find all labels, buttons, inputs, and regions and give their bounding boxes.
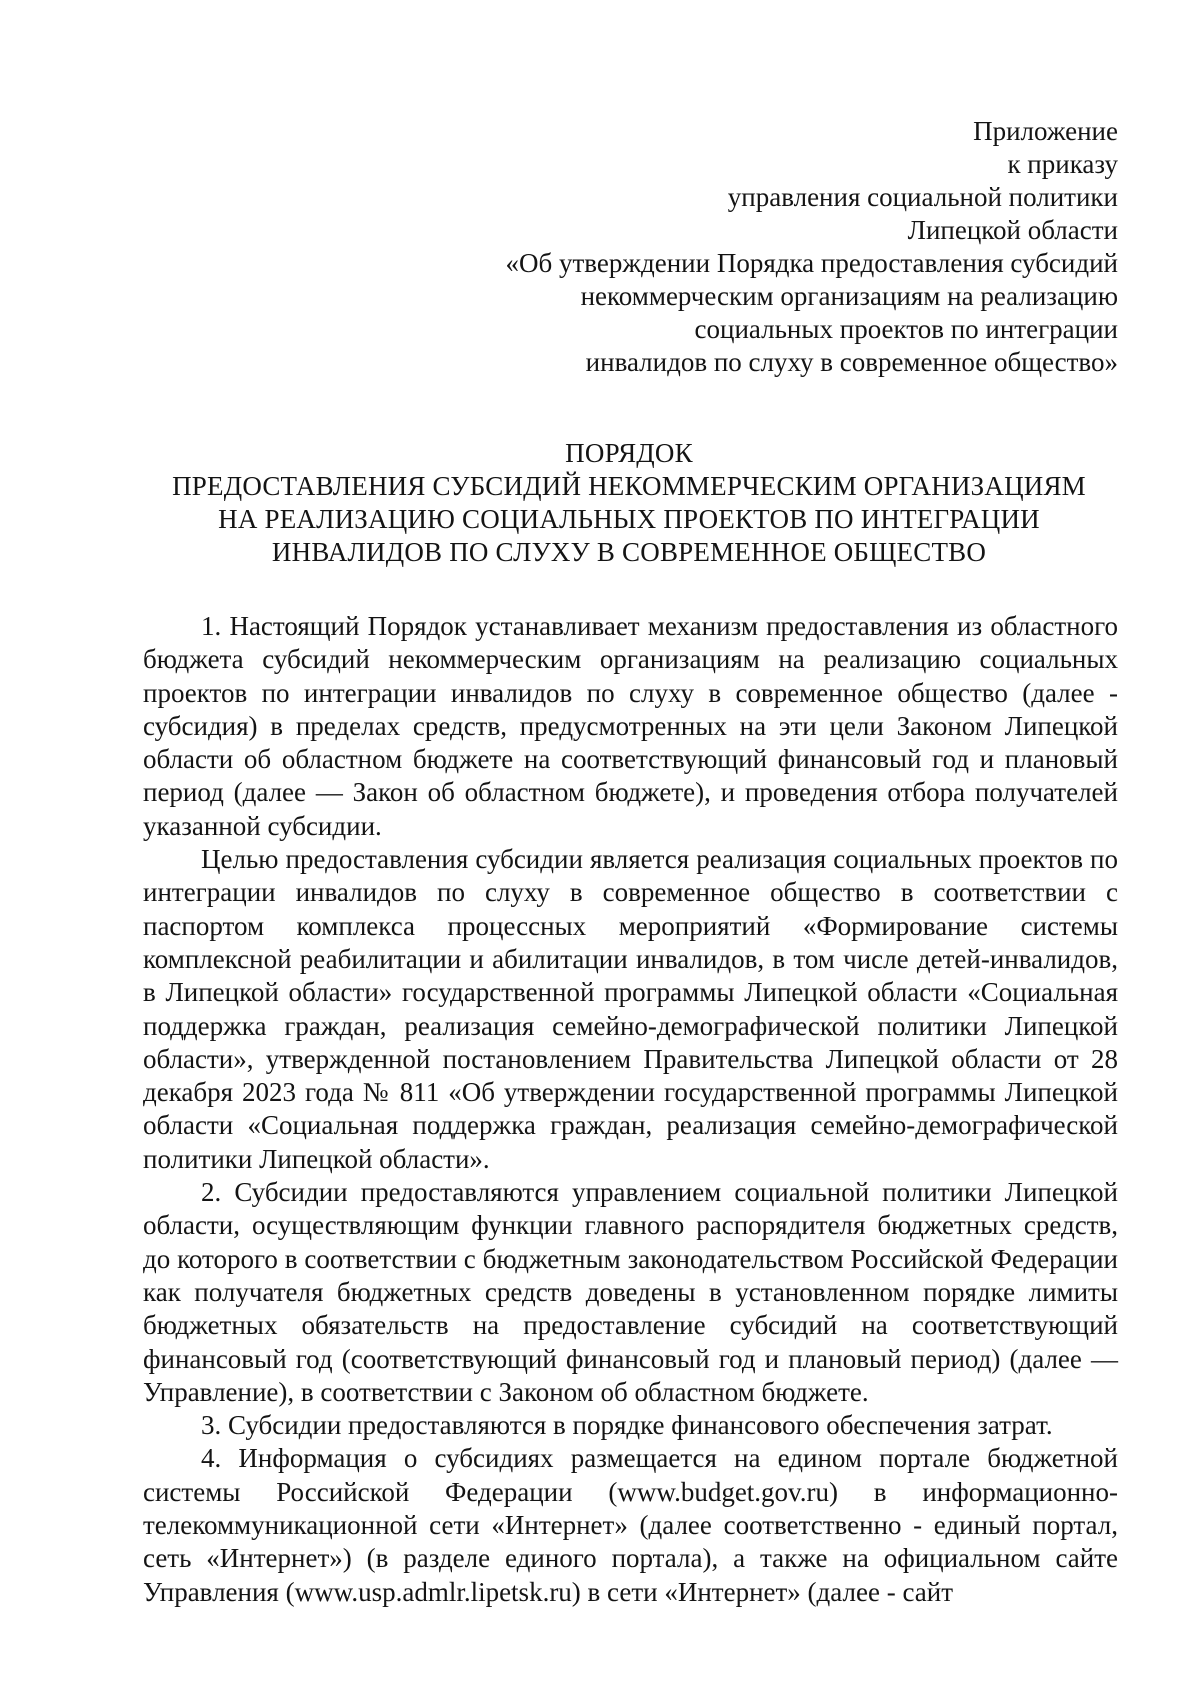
title-line: ПОРЯДОК (565, 438, 693, 468)
appendix-line: некоммерческим организациям на реализацию (580, 281, 1118, 311)
appendix-line: «Об утверждении Порядка предоставления субсидий (505, 248, 1118, 278)
title-line: ПРЕДОСТАВЛЕНИЯ СУБСИДИЙ НЕКОММЕРЧЕСКИМ ОРГАНИЗАЦИЯМ (172, 471, 1086, 501)
paragraph-purpose: Целью предоставления субсидии является реализация социальных проектов по интеграции инвалидов по слуху в современное общество в соответствии с паспортом комплекса процессных мероприятий «Формирование системы комплексной реабилитации и абилитации инвалидов, в том числе детей-инвалидов, в Липецкой области» государственной программы Липецкой области «Социальная поддержка граждан, реализация семейно-демографической политики Липецкой области», утвержденной постановлением Правительства Липецкой области от 28 декабря 2023 года № 811 «Об утверждении государственной программы Липецкой области «Социальная поддержка граждан, реализация семейно-демографической политики Липецкой области». (143, 844, 1118, 1174)
appendix-line: инвалидов по слуху в современное общество» (585, 347, 1118, 377)
appendix-line: социальных проектов по интеграции (694, 314, 1118, 344)
paragraph-4: 4. Информация о субсидиях размещается на едином портале бюджетной системы Российской Федерации (www.budget.gov.ru) в информационно-телекоммуникационной сети «Интернет» (далее соответственно - единый портал, сеть «Интернет») (в разделе единого портала), а также на официальном сайте Управления (www.usp.admlr.lipetsk.ru) в сети «Интернет» (далее - сайт (143, 1443, 1118, 1607)
document-body (143, 610, 1118, 1609)
appendix-line: к приказу (1007, 149, 1118, 179)
title-line: НА РЕАЛИЗАЦИЮ СОЦИАЛЬНЫХ ПРОЕКТОВ ПО ИНТЕГРАЦИИ (218, 504, 1040, 534)
paragraph-2: 2. Субсидии предоставляются управлением социальной политики Липецкой области, осуществляющим функции главного распорядителя бюджетных средств, до которого в соответствии с бюджетным законодательством Российской Федерации как получателя бюджетных средств доведены в установленном порядке лимиты бюджетных обязательств на предоставление субсидий на соответствующий финансовый год (соответствующий финансовый год и плановый период) (далее — Управление), в соответствии с Законом об областном бюджете. (143, 1177, 1118, 1407)
paragraph-3: 3. Субсидии предоставляются в порядке финансового обеспечения затрат. (201, 1410, 1053, 1441)
appendix-line: управления социальной политики (727, 182, 1118, 212)
paragraph-1: 1. Настоящий Порядок устанавливает механизм предоставления из областного бюджета субсидий некоммерческим организациям на реализацию социальных проектов по интеграции инвалидов по слуху в современное общество (далее - субсидия) в пределах средств, предусмотренных на эти цели Законом Липецкой области об областном бюджете на соответствующий финансовый год и плановый период (далее — Закон об областном бюджете), и проведения отбора получателей указанной субсидии. (143, 611, 1118, 841)
appendix-line: Липецкой области (907, 215, 1118, 245)
appendix-line: Приложение (973, 116, 1118, 146)
appendix-block (418, 115, 1118, 379)
title-line: ИНВАЛИДОВ ПО СЛУХУ В СОВРЕМЕННОЕ ОБЩЕСТВО (271, 537, 987, 567)
document-title (140, 437, 1118, 569)
